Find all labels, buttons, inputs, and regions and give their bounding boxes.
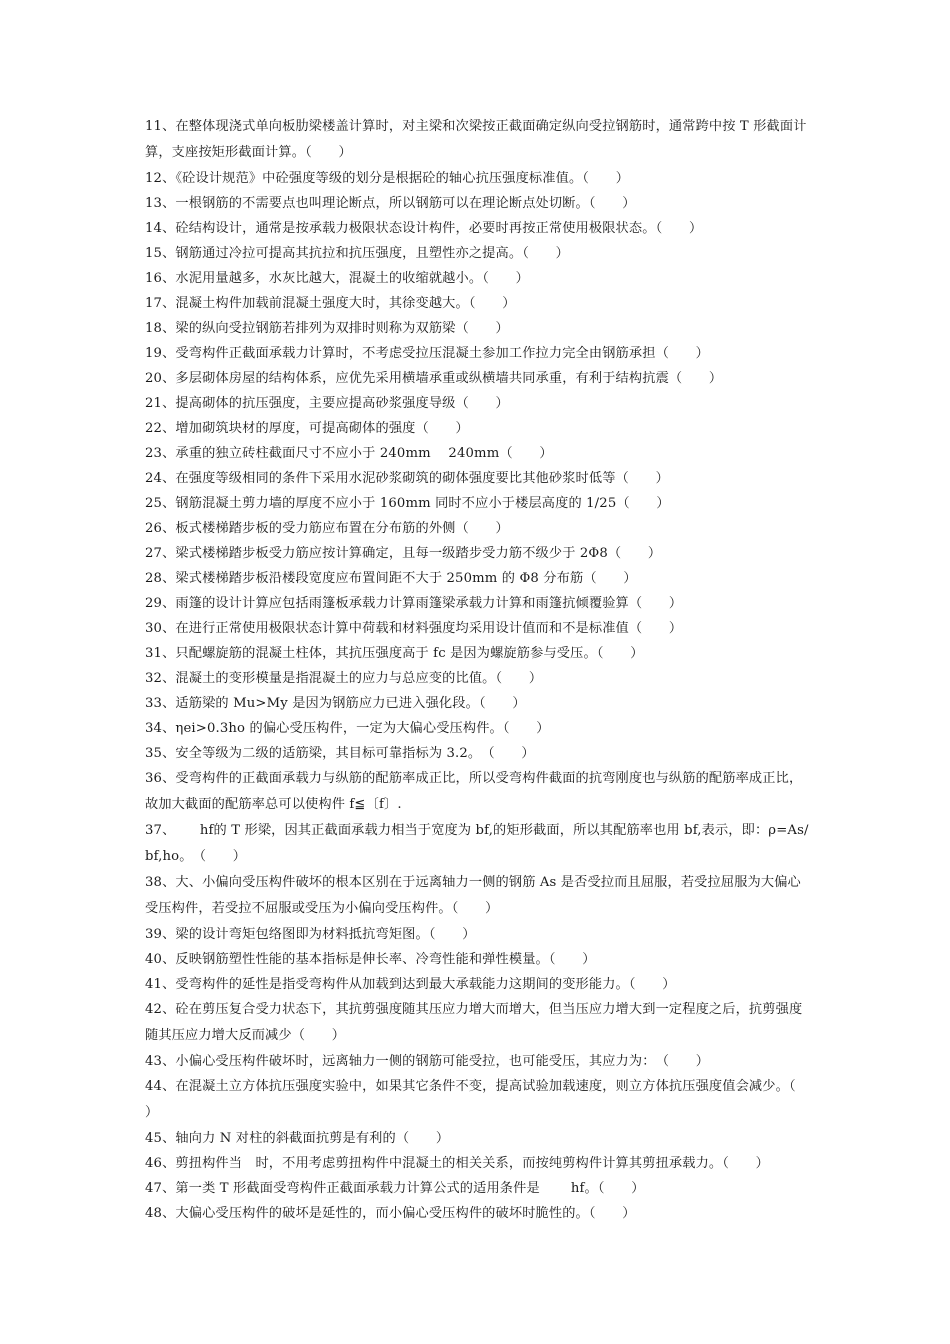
question-item: 23、承重的独立砖柱截面尺寸不应小于 240mm 240mm（ ） <box>145 446 553 461</box>
question-item: 41、受弯构件的延性是指受弯构件从加载到达到最大承载能力这期间的变形能力。（ ） <box>145 977 676 992</box>
question-item: 45、轴向力 N 对柱的斜截面抗剪是有利的（ ） <box>145 1131 450 1146</box>
question-item: 19、受弯构件正截面承载力计算时，不考虑受拉压混凝土参加工作拉力完全由钢筋承担（ ） <box>145 346 709 361</box>
question-item: 34、ηei>0.3ho 的偏心受压构件，一定为大偏心受压构件。（ ） <box>145 721 550 736</box>
document-page <box>145 114 823 1226</box>
question-item: 12、《砼设计规范》中砼强度等级的划分是根据砼的轴心抗压强度标准值。（ ） <box>145 171 630 186</box>
question-item: 47、第一类 T 形截面受弯构件正截面承载力计算公式的适用条件是 hf。（ ） <box>145 1181 645 1196</box>
question-item: 16、水泥用量越多，水灰比越大，混凝土的收缩就越小。（ ） <box>145 271 529 286</box>
question-item: 37、 hf的 T 形梁，因其正截面承载力相当于宽度为 bf,的矩形截面，所以其配筋率也用 bf,表示，即：ρ=As/ bf,ho。 （ ） <box>145 823 813 864</box>
question-item: 44、在混凝土立方体抗压强度实验中，如果其它条件不变，提高试验加载速度，则立方体抗压强度值会减少。（ ） <box>145 1079 823 1120</box>
question-item: 40、反映钢筋塑性性能的基本指标是伸长率、冷弯性能和弹性模量。（ ） <box>145 952 596 967</box>
question-item: 18、梁的纵向受拉钢筋若排列为双排时则称为双筋梁（ ） <box>145 321 509 336</box>
question-item: 21、提高砌体的抗压强度，主要应提高砂浆强度导级（ ） <box>145 396 509 411</box>
question-item: 28、梁式楼梯踏步板沿楼段宽度应布置间距不大于 250mm 的 Φ8 分布筋（ ） <box>145 571 637 586</box>
question-item: 14、砼结构设计，通常是按承载力极限状态设计构件，必要时再按正常使用极限状态。（ ） <box>145 221 703 236</box>
question-item: 31、只配螺旋筋的混凝土柱体，其抗压强度高于 fc 是因为螺旋筋参与受压。（ ） <box>145 646 644 661</box>
question-item: 39、梁的设计弯矩包络图即为材料抵抗弯矩图。（ ） <box>145 927 476 942</box>
question-item: 24、在强度等级相同的条件下采用水泥砂浆砌筑的砌体强度要比其他砂浆时低等（ ） <box>145 471 669 486</box>
question-item: 11、在整体现浇式单向板肋梁楼盖计算时，对主梁和次梁按正截面确定纵向受拉钢筋时，通常跨中按 T 形截面计算，支座按矩形截面计算。（ ） <box>145 119 807 160</box>
question-item: 13、一根钢筋的不需要点也叫理论断点，所以钢筋可以在理论断点处切断。（ ） <box>145 196 636 211</box>
question-item: 35、安全等级为二级的适筋梁，其目标可靠指标为 3.2。 （ ） <box>145 746 535 761</box>
question-item: 27、梁式楼梯踏步板受力筋应按计算确定，且每一级踏步受力筋不级少于 2Φ8（ ） <box>145 546 662 561</box>
question-item: 29、雨篷的设计计算应包括雨篷板承载力计算雨篷梁承载力计算和雨篷抗倾覆验算（ ） <box>145 596 683 611</box>
question-item: 33、适筋梁的 Mu>My 是因为钢筋应力已进入强化段。（ ） <box>145 696 526 711</box>
question-item: 43、小偏心受压构件破坏时，远离轴力一侧的钢筋可能受拉，也可能受压，其应力为： （ ） <box>145 1054 710 1069</box>
question-item: 25、钢筋混凝土剪力墙的厚度不应小于 160mm 同时不应小于楼层高度的 1/25（ ） <box>145 496 670 511</box>
question-item: 20、多层砌体房屋的结构体系，应优先采用横墙承重或纵横墙共同承重，有利于结构抗震（ ） <box>145 371 723 386</box>
question-item: 46、剪扭构件当 时，不用考虑剪扭构件中混凝土的相关关系，而按纯剪构件计算其剪扭承载力。（ ） <box>145 1156 770 1171</box>
question-item: 36、受弯构件的正截面承载力与纵筋的配筋率成正比，所以受弯构件截面的抗弯刚度也与纵筋的配筋率成正比，故加大截面的配筋率总可以使构件 f≦〔f〕. <box>145 771 803 812</box>
question-item: 48、大偏心受压构件的破坏是延性的，而小偏心受压构件的破坏时脆性的。（ ） <box>145 1206 636 1221</box>
question-item: 32、混凝土的变形模量是指混凝土的应力与总应变的比值。（ ） <box>145 671 543 686</box>
question-item: 17、混凝土构件加载前混凝土强度大时，其徐变越大。（ ） <box>145 296 516 311</box>
question-item: 38、大、小偏向受压构件破坏的根本区别在于远离轴力一侧的钢筋 As 是否受拉而且屈服，若受拉屈服为大偏心受压构件，若受拉不屈服或受压为小偏向受压构件。（ ） <box>145 875 801 916</box>
question-item: 30、在进行正常使用极限状态计算中荷载和材料强度均采用设计值而和不是标准值（ ） <box>145 621 683 636</box>
question-item: 15、钢筋通过冷拉可提高其抗拉和抗压强度，且塑性亦之提高。（ ） <box>145 246 569 261</box>
question-item: 42、砼在剪压复合受力状态下，其抗剪强度随其压应力增大而增大，但当压应力增大到一定程度之后，抗剪强度随其压应力增大反而减少（ ） <box>145 1002 803 1043</box>
question-item: 22、增加砌筑块材的厚度，可提高砌体的强度（ ） <box>145 421 469 436</box>
question-item: 26、板式楼梯踏步板的受力筋应布置在分布筋的外侧（ ） <box>145 521 509 536</box>
